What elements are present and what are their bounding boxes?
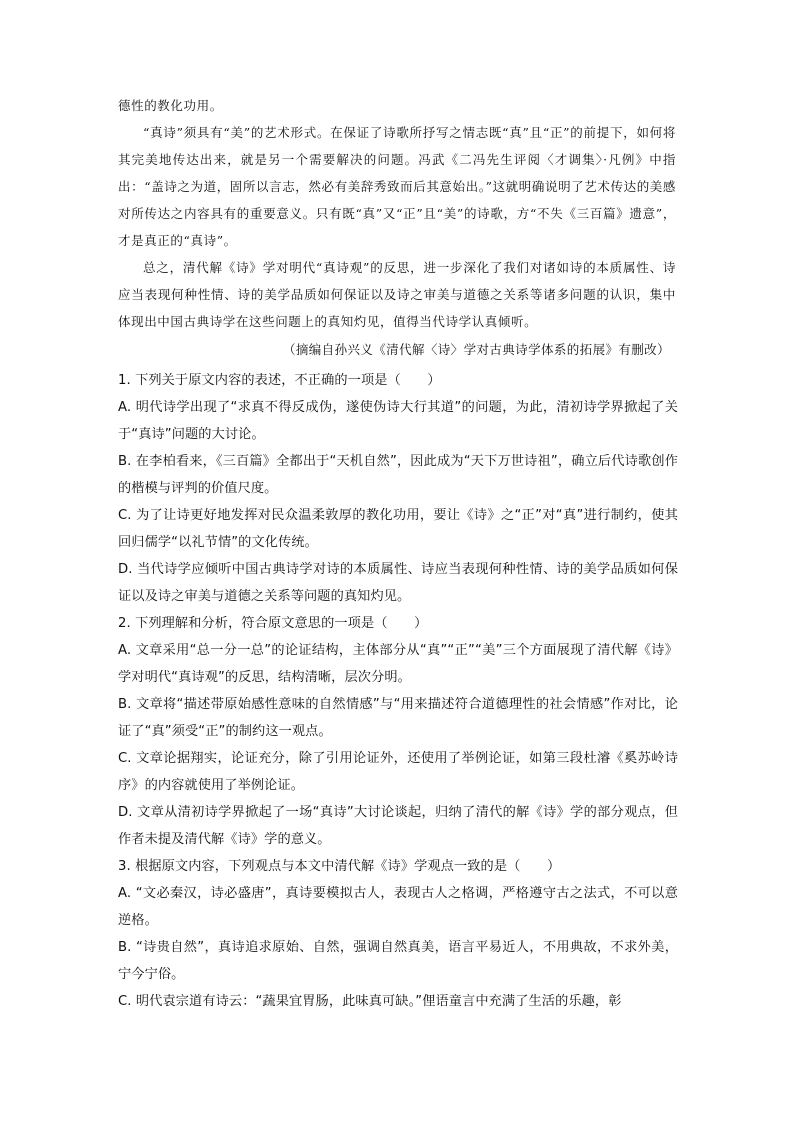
question-stem: 1. 下列关于原文内容的表述，不正确的一项是（ ） — [118, 373, 441, 388]
question-block — [118, 367, 678, 610]
question-list — [118, 367, 678, 1015]
passage-source-note: （摘编自孙兴义《清代解〈诗〉学对古典诗学体系的拓展》有删改） — [282, 342, 670, 357]
answer-option: C. 为了让诗更好地发挥对民众温柔敦厚的教化功用，要让《诗》之“正”对“真”进行制约，使其回归儒学“以礼节情”的文化传统。 — [118, 508, 678, 550]
answer-option: B. 在李柏看来，《三百篇》全都出于“天机自然”，因此成为“天下万世诗祖”，确立后代诗歌创作的楷模与评判的价值尺度。 — [118, 454, 678, 496]
answer-option: C. 明代袁宗道有诗云：“蔬果宜胃肠，此味真可缺。”俚语童言中充满了生活的乐趣，彰 — [118, 994, 622, 1009]
passage-paragraph: 总之，清代解《诗》学对明代“真诗观”的反思，进一步深化了我们对诸如诗的本质属性、诗应当表现何种性情、诗的美学品质如何保证以及诗之审美与道德之关系等诸多问题的认识，集中体现出中国古典诗学在这些问题上的真知灼见，值得当代诗学认真倾听。 — [118, 260, 676, 329]
question-stem: 2. 下列理解和分析，符合原文意思的一项是（ ） — [118, 616, 428, 631]
reading-passage — [118, 92, 676, 335]
answer-option: A. 明代诗学出现了“求真不得反成伪，遂使伪诗大行其道”的问题，为此，清初诗学界掀起了关于“真诗”问题的大讨论。 — [118, 400, 678, 442]
answer-option: D. 文章从清初诗学界掀起了一场“真诗”大讨论谈起，归纳了清代的解《诗》学的部分观点，但作者未提及清代解《诗》学的意义。 — [118, 805, 678, 847]
passage-paragraph: 德性的教化功用。 — [118, 98, 223, 113]
question-block — [118, 610, 678, 853]
answer-option: B. “诗贵自然”，真诗追求原始、自然，强调自然真美，语言平易近人，不用典故，不求外美，宁今宁俗。 — [118, 940, 678, 982]
answer-option: A. “文必秦汉，诗必盛唐”，真诗要模拟古人，表现古人之格调，严格遵守古之法式，不可以意逆格。 — [118, 886, 678, 928]
question-block — [118, 853, 678, 1015]
passage-paragraph: “真诗”须具有“美”的艺术形式。在保证了诗歌所抒写之情志既“真”且“正”的前提下，如何将其完美地传达出来，就是另一个需要解决的问题。冯武《二冯先生评阅〈才调集〉·凡例》中指出：“盖诗之为道，固所以言志，然必有美辞秀致而后其意始出。”这就明确说明了艺术传达的美感对所传达之内容具有的重要意义。只有既“真”又“正”且“美”的诗歌，方“不失《三百篇》遗意”，才是真正的“真诗”。 — [118, 125, 676, 248]
answer-option: C. 文章论据翔实，论证充分，除了引用论证外，还使用了举例论证，如第三段杜濬《奚苏岭诗序》的内容就使用了举例论证。 — [118, 751, 678, 793]
question-stem: 3. 根据原文内容，下列观点与本文中清代解《诗》学观点一致的是（ ） — [118, 859, 561, 874]
answer-option: D. 当代诗学应倾听中国古典诗学对诗的本质属性、诗应当表现何种性情、诗的美学品质如何保证以及诗之审美与道德之关系等问题的真知灼见。 — [118, 562, 678, 604]
answer-option: A. 文章采用“总一分一总”的论证结构，主体部分从“真”“正”“美”三个方面展现了清代解《诗》学对明代“真诗观”的反思，结构清晰，层次分明。 — [118, 643, 678, 685]
answer-option: B. 文章将“描述带原始感性意味的自然情感”与“用来描述符合道德理性的社会情感”作对比，论证了“真”须受“正”的制约这一观点。 — [118, 697, 678, 739]
